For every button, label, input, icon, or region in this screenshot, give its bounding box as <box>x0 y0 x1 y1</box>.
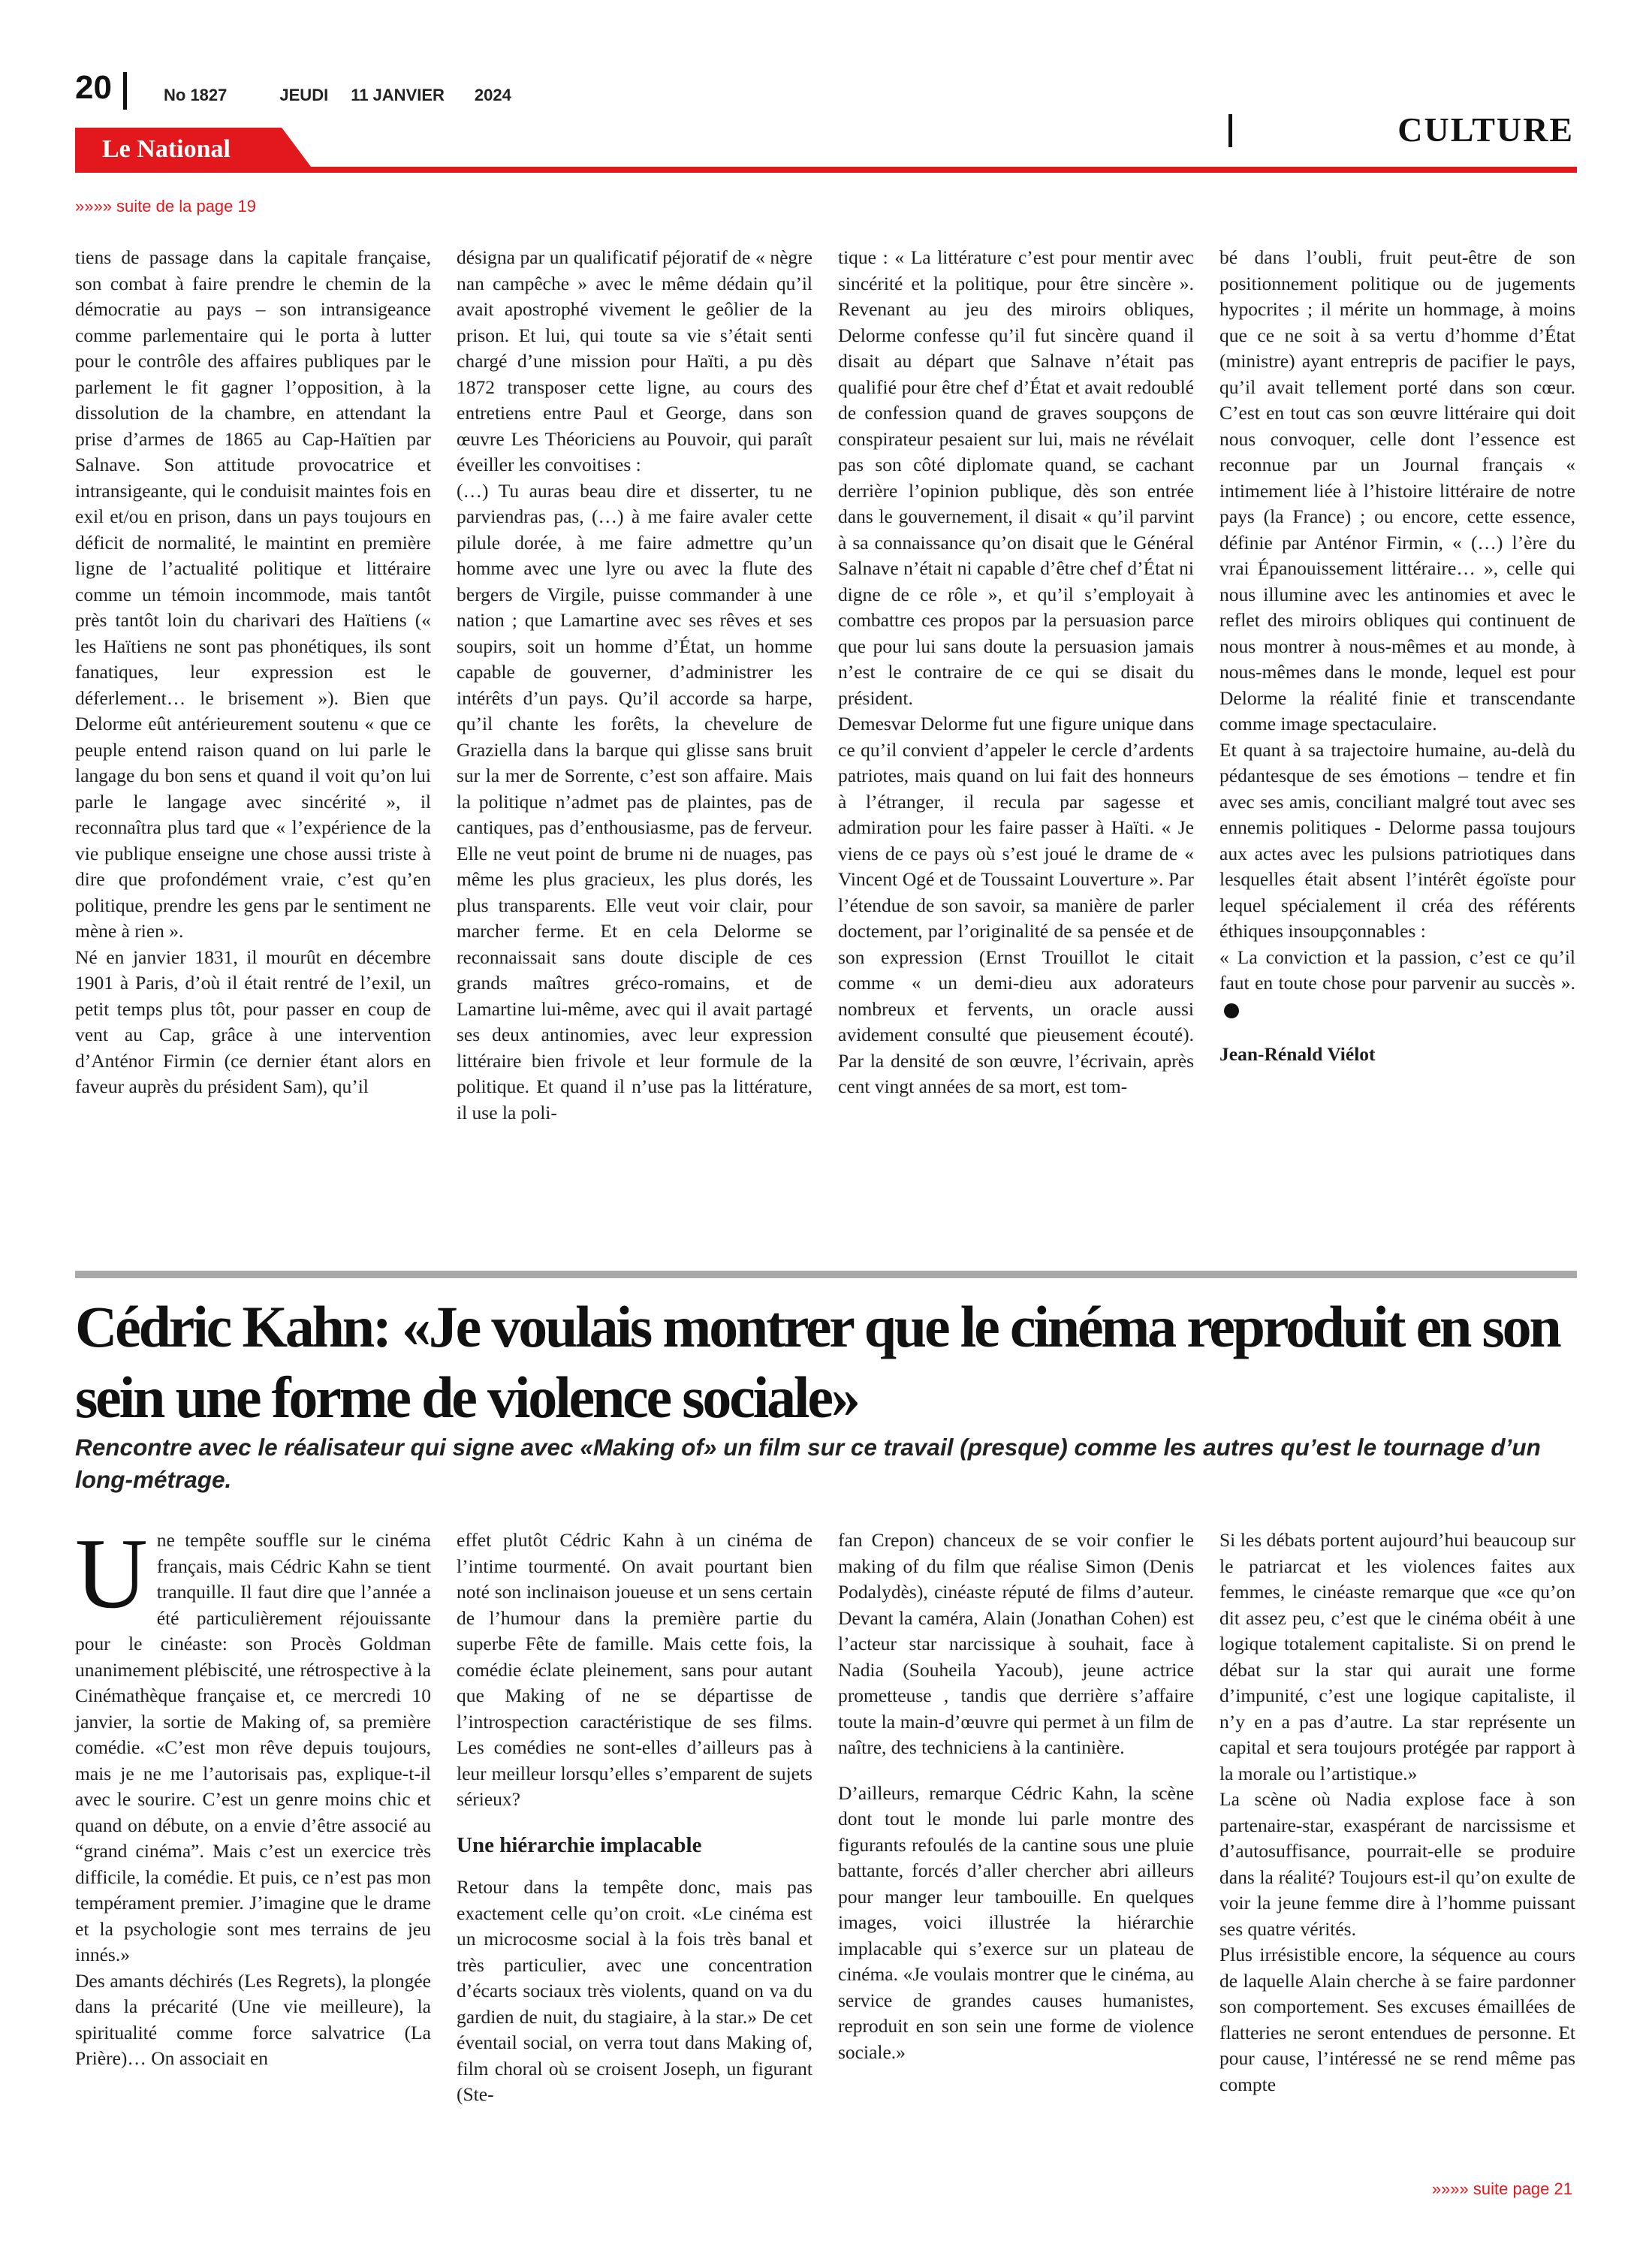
top-article-column-4 <box>1219 245 1575 1068</box>
issue-year: 2024 <box>474 86 511 104</box>
article-headline: Cédric Kahn: «Je voulais montrer que le cinéma reproduit en son sein une forme de violence sociale» <box>75 1294 1560 1430</box>
main-article-column-3 <box>838 1528 1194 2065</box>
paragraph: Demesvar Delorme fut une figure unique dans ce qu’il convient d’appeler le cercle d’ardents patriotes, mais quand on lui fait des honneurs à l’étranger, il recula par sagesse et admiration pour les faire passer à Haïti. « Je viens de ce pays où s’est joué le drame de « Vincent Ogé et de Toussaint Louverture ». Par l’étendue de son savoir, sa manière de parler doctement, par l’originalité de sa pensée et de son expression (Ernst Trouillot le citait comme « un demi-dieu aux adorateurs nombreux et fervents, un oracle aussi avidement consulté que pieusement écouté). Par la densité de son œuvre, l’écrivain, après cent vingt années de sa mort, est tom- <box>838 713 1194 1097</box>
paragraph: Plus irrésistible encore, la séquence au cours de laquelle Alain cherche à se faire pardonner son comportement. Ses excuses émaillées de flatteries ne seront entendues de personne. Et pour cause, l’intéressé ne se rend même pas compte <box>1219 1944 1575 2095</box>
paragraph: La scène où Nadia explose face à son partenaire-star, exaspérant de narcissisme et d’autosuffisance, pourrait-elle se produire dans la réalité? Toujours est-il qu’on exulte de voir la jeune femme dire à l’homme puissant ses quatre vérités. <box>1219 1788 1575 1940</box>
paragraph: Et quant à sa trajectoire humaine, au-delà du pédantesque de ses émotions – tendre et fin avec ses amis, conciliant malgré tout avec ses ennemis politiques - Delorme passa toujours aux actes avec les pulsions patriotiques dans lesquelles était absent l’intérêt égoïste pour lequel spécialement il créa des référents éthiques insoupçonnables : <box>1219 738 1575 942</box>
main-article-column-4 <box>1219 1528 1575 2098</box>
page-number: 20 <box>75 69 112 106</box>
main-article-column-2 <box>457 1528 812 2108</box>
paragraph: tique : « La littérature c’est pour mentir avec sincérité et la politique, pour être sincère ». Revenant au jeu des miroirs obliques, Delorme confesse qu’il fut sincère quand il disait au départ que Salnave n’était pas qualifié pour être chef d’État et avait redoublé de confession quand de graves soupçons de conspirateur pesaient sur lui, mais ne révélait pas son côté diplomate quand, se cachant derrière l’opinion publique, dès son entrée dans le gouvernement, il disait « qu’il parvint à sa connaissance qu’on disait que le Général Salnave n’était ni capable d’être chef d’État ni digne de ce rôle », et qu’il s’employait à combattre ces propos par la persuasion parce que pour lui sans doute la persuasion jamais n’est le contraire de ce qui se disait du président. <box>838 246 1194 709</box>
lead-paragraph <box>75 1518 431 1968</box>
paragraph: Né en janvier 1831, il mourût en décembre 1901 à Paris, d’où il était rentré de l’exil, un petit temps plus tôt, pour passer en coup de vent au Cap, grâce à une intervention d’Anténor Firmin (ce dernier étant alors en faveur auprès du président Sam), qu’il <box>75 946 431 1097</box>
paragraph: effet plutôt Cédric Kahn à un cinéma de l’intime tourmenté. On avait pourtant bien noté son inclinaison joueuse et un sens certain de l’humour dans la première partie du superbe Fête de famille. Mais cette fois, la comédie éclate pleinement, sans pour autant que Making of ne se départisse de l’introspection caractéristique de ses films. Les comédies ne sont-elles d’ailleurs pas à leur meilleur lorsqu’elles s’emparent de sujets sérieux? <box>457 1529 812 1810</box>
author-byline: Jean-Rénald Viélot <box>1219 1043 1376 1065</box>
header-rule <box>75 167 1577 173</box>
article-separator <box>75 1271 1577 1278</box>
main-article-column-1 <box>75 1518 431 2072</box>
drop-cap: U <box>75 1518 148 1629</box>
closing-quote <box>1219 945 1575 1023</box>
paragraph: bé dans l’oubli, fruit peut-être de son positionnement politique ou de jugements hypocrites ; il mérite un hommage, à moins que ce ne soit à sa vertu d’homme d’État (ministre) ayant entrepris de pacifier le pays, qu’il avait tellement porté dans son cœur. C’est en tout cas son œuvre littéraire qui doit nous convoquer, celle dont l’essence est reconnue par un Journal français « intimement liée à l’histoire littéraire de notre pays (la France) ; ou encore, cette essence, définie par Anténor Firmin, « (…) l’ère du vrai Épanouissement littéraire… », celle qui nous illumine avec les antinomies et avec le reflet des miroirs obliques qui continuent de nous montrer à nous-mêmes et au monde, à nous-mêmes dans le monde, lequel est pour Delorme la réalité finie et transcendante comme image spectaculaire. <box>1219 246 1575 734</box>
top-article-column-3 <box>838 245 1194 1100</box>
closing-quote-text: « La conviction et la passion, c’est ce qu’il faut en toute chose pour parvenir au succès ». <box>1219 946 1575 994</box>
lead-paragraph-text: ne tempête souffle sur le cinéma français, mais Cédric Kahn se tient tranquille. Il faut dire que l’année a été particulièrement réjouissante pour le cinéaste: son Procès Goldman unanimement plébiscité, une rétrospective à la Cinémathèque française et, ce mercredi 10 janvier, la sortie de Making of, sa première comédie. «C’est mon rêve depuis toujours, mais je ne me l’autorisais pas, explique-t-il avec le sourire. C’est un genre moins chic et quand on débute, on a envie d’être associé au “grand cinéma”. Mais c’est un exercice très difficile, la comédie. Et puis, ce n’est pas mon tempérament premier. J’imagine que le drame et la psychologie sont mes terrains de jeu innés.» <box>75 1529 431 1965</box>
top-article-column-2 <box>457 245 812 1126</box>
issue-weekday: JEUDI <box>279 86 329 104</box>
paragraph: (…) Tu auras beau dire et disserter, tu ne parviendras pas, (…) à me faire avaler cette pilule dorée, à me faire admettre qu’un homme avec une lyre ou avec la flute des bergers de Virgile, puisse commander à une nation ; que Lamartine avec ses rêves et ses soupirs, soit un homme d’État, un homme capable de gouverner, d’administrer les intérêts d’un pays. Qu’il accorde sa harpe, qu’il chante les forêts, la chevelure de Graziella dans la barque qui glisse sans bruit sur la mer de Sorrente, c’est son affaire. Mais la politique n’admet pas de plaintes, pas de cantiques, pas d’enthousiasme, pas de ferveur. Elle ne veut point de brume ni de nuages, pas même les plus gracieux, les plus dorés, les plus transparents. Elle veut voir clair, pour marcher ferme. Et en cela Delorme se reconnaissait sans doute disciple de ces grands maîtres gréco-romains, et de Lamartine lui-même, avec qui il avait partagé ses deux antinomies, avec leur expression littéraire bien frivole et leur formule de la politique. Et quand il n’use pas la littérature, il use la poli- <box>457 479 812 1123</box>
paragraph: tiens de passage dans la capitale française, son combat à faire prendre le chemin de la démocratie au pays – son intransigeance comme parlementaire qui le porta à lutter pour le contrôle des affaires publiques par le parlement le fit gagner l’opposition, à la dissolution de la chambre, en attendant la prise d’armes de 1865 au Cap-Haïtien par Salnave. Son attitude provocatrice et intransigeante, qui le conduisit maintes fois en exil et/ou en prison, dans un pays toujours en déficit de normalité, le maintint en première ligne de l’actualité politique et littéraire comme un témoin incommode, mais tantôt près tantôt loin du charivari des Haïtiens (« les Haïtiens ne sont pas phonétiques, ils sont fanatiques, leur expression est le déferlement… le brisement »). Bien que Delorme eût antérieurement soutenu « que ce peuple entend raison quand on lui parle le langage du bon sens et quand il voit qu’on lui parle le langage avec sincérité », il reconnaîtra plus tard que « l’expérience de la vie publique enseigne une chose aussi triste à dire que profondément vraie, c’est qu’en politique, prendre les gens par le sentiment ne mène à rien ». <box>75 246 431 942</box>
paragraph: fan Crepon) chanceux de se voir confier le making of du film que réalise Simon (Denis Podalydès), cinéaste réputé de films d’auteur. Devant la caméra, Alain (Jonathan Cohen) est l’acteur star narcissique à souhait, face à Nadia (Souheila Yacoub), jeune actrice prometteuse , tandis que derrière s’affaire toute la main-d’œuvre qui permet à un film de naître, des techniciens à la cantinière. <box>838 1529 1194 1758</box>
issue-line <box>164 86 541 105</box>
section-divider <box>1228 114 1232 147</box>
continues-to-link[interactable]: »»»» suite page 21 <box>1426 2179 1572 2199</box>
header-divider <box>123 72 127 110</box>
paragraph: D’ailleurs, remarque Cédric Kahn, la scène dont tout le monde lui parle montre des figurants refoulés de la cantine sous une pluie battante, forcés d’aller chercher abri ailleurs pour manger leur tambouille. En quelques images, voici illustrée la hiérarchie implacable qui s’exerce sur un plateau de cinéma. «Je voulais montrer que le cinéma, au service de grandes causes humanistes, reproduit en son sein une forme de violence sociale.» <box>838 1781 1194 2063</box>
paragraph: Des amants déchirés (Les Regrets), la plongée dans la précarité (Une vie meilleure), la spiritualité comme force salvatrice (La Prière)… On associait en <box>75 1969 431 2069</box>
top-article-column-1 <box>75 245 431 1100</box>
section-title: CULTURE <box>1397 110 1574 149</box>
issue-date: 11 JANVIER <box>351 86 445 104</box>
continued-from-link[interactable]: »»»» suite de la page 19 <box>75 197 256 216</box>
article-subheading: Une hiérarchie implacable <box>457 1832 702 1857</box>
end-of-article-icon <box>1224 1003 1239 1018</box>
paragraph: Si les débats portent aujourd’hui beaucoup sur le patriarcat et les violences faites aux femmes, le cinéaste remarque que «ce qu’on dit assez peu, c’est que le cinéma obéit à une logique totalement capitaliste. Si on prend le débat sur la star qui aurait une forme d’impunité, c’est une logique capitaliste, il n’y en a pas d’autre. La star représente un capital et sera toujours protégée par rapport à la morale ou l’artistique.» <box>1219 1529 1575 1784</box>
issue-number: No 1827 <box>164 86 228 104</box>
article-standfirst: Rencontre avec le réalisateur qui signe avec «Making of» un film sur ce travail (presque) comme les autres qu’est le tournage d’un long-métrage. <box>75 1434 1541 1493</box>
newspaper-brand: Le National <box>102 135 231 163</box>
paragraph: Retour dans la tempête donc, mais pas exactement celle qu’on croit. «Le cinéma est un microcosme social à la fois très banal et très particulier, avec une concentration d’écarts sociaux très violents, quand on va du gardien de nuit, du stagiaire, à la star.» De cet éventail social, on verra tout dans Making of, film choral où se croisent Joseph, un figurant (Ste- <box>457 1876 812 2105</box>
paragraph: désigna par un qualificatif péjoratif de « nègre nan campêche » avec le même dédain qu’il avait apostrophé vivement le geôlier de la prison. Et lui, qui toute sa vie s’était senti chargé d’une mission pour Haïti, a pu dès 1872 transposer cette ligne, au cours des entretiens entre Paul et George, dans son œuvre Les Théoriciens au Pouvoir, qui paraît éveiller les convoitises : <box>457 246 812 475</box>
